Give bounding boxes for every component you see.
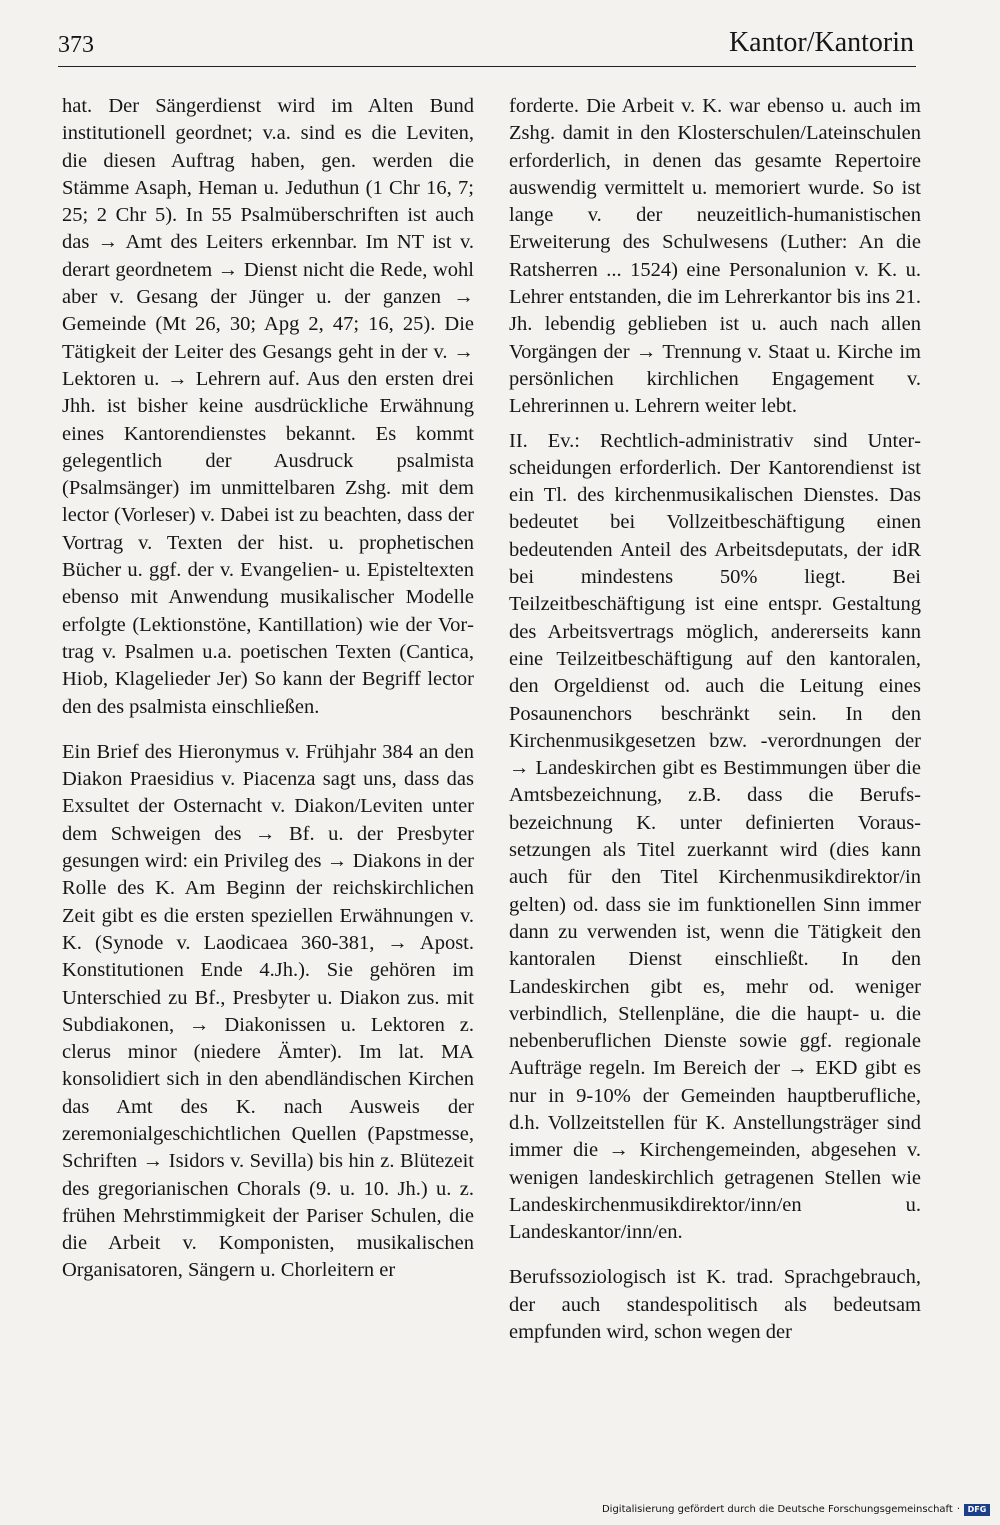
paragraph: Ein Brief des Hieronymus v. Frühjahr 384 an den Diakon Praesidius v. Piacenza sagt uns, dass das Exsultet der Osternacht v. Diakon/Leviten unter dem Schweigen des → Bf. u. der Presbyter gesungen wird: ein Privileg des → Diakons in der Rolle des K. Am Beginn der reichskirchlichen Zeit gibt es die ersten speziellen Erwähnungen v. K. (Synode v. Laodicaea 360-381, → Apost. Konstitutionen Ende 4.Jh.). Sie gehören im Unterschied zu Bf., Presbyter u. Diakon zus. mit Subdiakonen, → Diakonissen u. Lektoren z. clerus minor (niedere Ämter). Im lat. MA konsolidiert sich in den abendländischen Kirchen das Amt des K. nach Ausweis der zeremonialgeschichtlichen Quellen (Papstmesse, Schriften → Isidors v. Sevilla) bis hin z. Blütezeit des gregorianischen Chorals (9. u. 10. Jh.) u. z. frühen Mehrstimmigkeit der Pariser Schulen, die die Arbeit v. Komponisten, musikalischen Organisatoren, Sängern u. Chorleitern er (62, 740, 474, 1282)
left-column (62, 93, 474, 1285)
credit-text: Digitalisierung gefördert durch die Deutsche Forschungsgemeinschaft (601, 1504, 953, 1515)
paragraph: II. Ev.: Rechtlich-administrativ sind Unterscheidungen erforderlich. Der Kantorendienst ist ein Tl. des kirchenmusikalischen Dienstes. Das bedeutet bei Vollzeitbeschäftigung einen bedeutenden Anteil des Arbeitsdeputats, der idR bei mindestens 50% liegt. Bei Teilzeitbeschäftigung ist eine entspr. Gestaltung des Arbeitsvertrags möglich, andererseits kann eine Teilzeitbeschäftigung auf den kantoralen, den Orgeldienst od. auch die Leitung eines Posaunenchors beschränkt sein. In den Kirchenmusikgesetzen bzw. -verordnungen der → Landeskirchen gibt es Bestimmungen über die Amtsbezeichnung, z.B. dass die Berufsbezeichnung K. unter definierten Voraussetzungen als Titel zuerkannt wird (dies kann auch für den Titel Kirchenmusikdirektor/in gelten) od. dass sie im funktionellen Sinn immer dann zu verwenden ist, wenn die Tätigkeit den kantoralen Dienst einschließt. In den Landeskirchen gibt es, mehr od. weniger verbindlich, Stellenpläne, die die haupt- u. die nebenberuflichen Dienste sowie ggf. regionale Aufträge regeln. Im Bereich der → EKD gibt es nur in 9-10% der Gemeinden hauptberufliche, d.h. Vollzeitstellen für K. Anstellungsträger sind immer die → Kirchengemeinden, abgesehen v. wenigen landeskirchlich getragenen Stellen wie Landeskirchenmusikdirektor/inn/en u. Landeskantor/inn/en. (509, 429, 921, 1244)
right-column (509, 93, 921, 1346)
header-rule (58, 66, 916, 67)
paragraph: forderte. Die Arbeit v. K. war ebenso u. auch im Zshg. damit in den Klosterschulen/Lateinschulen erforderlich, in denen das gesamte Repertoire auswendig vermittelt u. memoriert wurde. So ist lange v. der neuzeitlich-humanistischen Erweiterung des Schulwesens (Luther: An die Ratsherren ... 1524) eine Personalunion v. K. u. Lehrer entstanden, die im Lehrerkantor bis ins 21. Jh. lebendig geblieben ist u. auch nach allen Vorgängen der → Trennung v. Staat u. Kirche im persönlichen kirchlichen Engagement v. Lehrerinnen u. Lehrern weiter lebt. (509, 95, 921, 418)
page-number: 373 (58, 32, 94, 58)
dfg-logo-icon: DFG (964, 1504, 990, 1516)
paragraph: Berufssoziologisch ist K. trad. Sprachgebrauch, der auch standespolitisch als bedeutsam empfunden wird, schon wegen der (509, 1266, 921, 1344)
digitization-credit: Digitalisierung gefördert durch die Deutsche Forschungsgemeinschaft · DFG (602, 1503, 990, 1517)
paragraph: hat. Der Sängerdienst wird im Alten Bund institutionell geordnet; v.a. sind es die Leviten, die diesen Auftrag haben, gen. werden die Stämme Asaph, Heman u. Jeduthun (1 Chr 16, 7; 25; 2 Chr 5). In 55 Psalmüberschriften ist auch das → Amt des Leiters erkennbar. Im NT ist v. derart geordnetem → Dienst nicht die Rede, wohl aber v. Gesang der Jünger u. der ganzen → Gemeinde (Mt 26, 30; Apg 2, 47; 16, 25). Die Tätigkeit der Leiter des Gesangs geht in der v. → Lektoren u. → Lehrern auf. Aus den ersten drei Jhh. ist bisher keine ausdrückliche Erwähnung eines Kantorendienstes bekannt. Es kommt gelegentlich der Ausdruck psalmista (Psalmsänger) im unmittelbaren Zshg. mit dem lector (Vorleser) v. Dabei ist zu beachten, dass der Vortrag v. Texten der hist. u. prophetischen Bücher u. ggf. der v. Evangelien- u. Episteltexten ebenso mit Anwendung musikalischer Modelle erfolgte (Lektionstöne, Kantillation) wie der Vortrag v. Psalmen u.a. poetischen Texten (Cantica, Hiob, Klagelieder Jer) So kann der Begriff lector den des psalmista einschließen. (62, 95, 474, 718)
running-head: Kantor/Kantorin (728, 27, 914, 58)
